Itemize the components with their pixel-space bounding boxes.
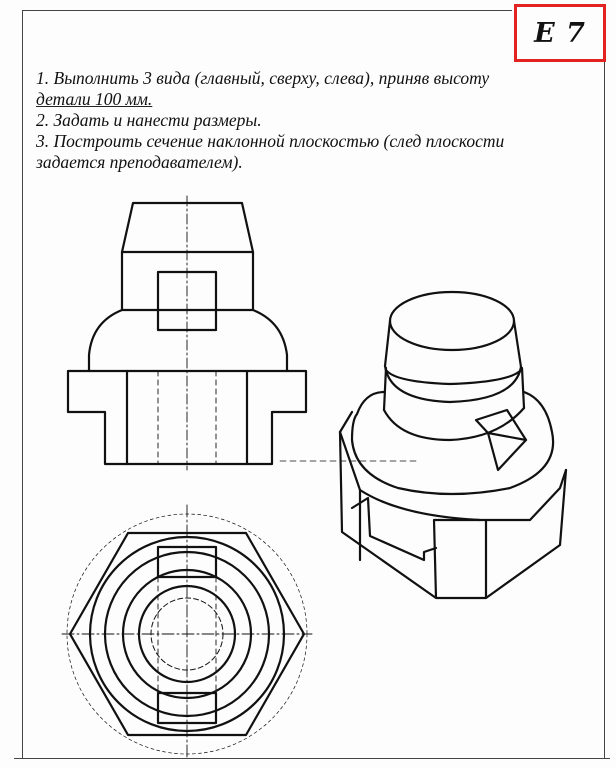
top-view: [62, 505, 312, 760]
task-1-line-2: детали 100 мм.: [36, 89, 153, 109]
task-3-line-1: 3. Построить сечение наклонной плоскостью (след плоскости: [36, 131, 505, 151]
task-1-line-1: 1. Выполнить 3 вида (главный, сверху, слева), приняв высоту: [36, 68, 490, 88]
isometric-view: [340, 292, 566, 598]
front-dome: [89, 310, 287, 371]
variant-code: E 7: [534, 17, 586, 49]
iso-slot-inner: [488, 433, 526, 440]
iso-collar-top: [386, 370, 521, 384]
iso-top-face: [390, 292, 514, 350]
task-3-line-2: задается преподавателем).: [36, 152, 243, 172]
iso-hex-front-faces: [340, 432, 566, 598]
iso-cap-sides: [385, 321, 521, 367]
iso-collar-sides: [384, 368, 524, 410]
front-shaft: [122, 252, 253, 310]
task-2: 2. Задать и нанести размеры.: [36, 110, 262, 130]
front-top-trapezoid: [122, 203, 253, 252]
iso-hex-top: [340, 412, 566, 520]
front-view: [68, 196, 420, 470]
iso-slot: [476, 410, 526, 470]
iso-side-notch: [352, 498, 436, 560]
